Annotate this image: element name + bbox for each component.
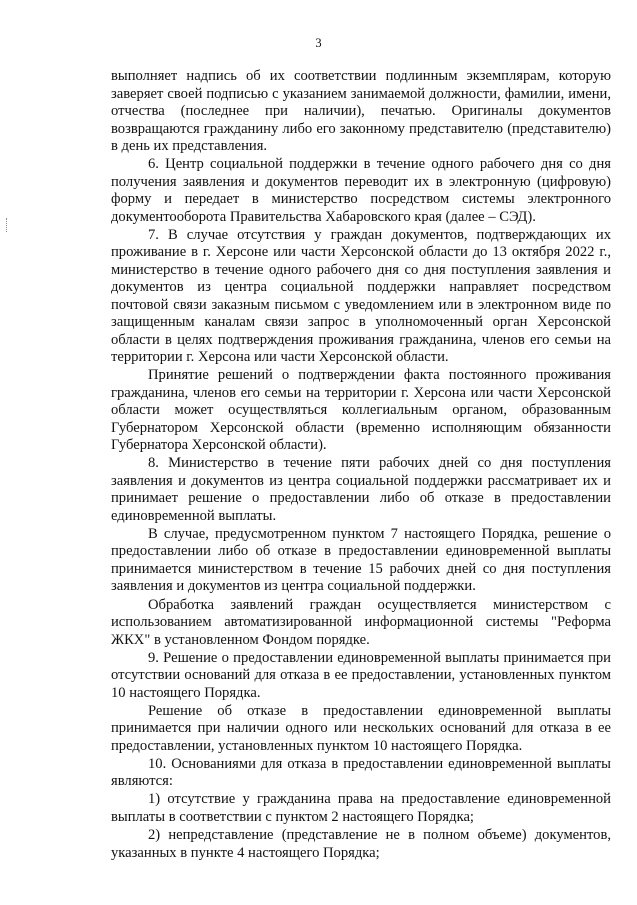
paragraph-item-6: 6. Центр социальной поддержки в течение одного рабочего дня со дня получения заявления и документов переводит их в электронную (цифровую) форму и передает в министерство посредством системы электронного документооборота Правительства Хабаровского края (далее – СЭД). xyxy=(111,156,611,225)
paragraph-item-10-1: 1) отсутствие у гражданина права на предоставление единовременной выплаты в соответствии с пунктом 2 настоящего Порядка; xyxy=(111,791,611,825)
paragraph-continuation: выполняет надпись об их соответствии подлинным экземплярам, которую заверяет своей подписью с указанием занимаемой должности, фамилии, имени, отчества (последнее при наличии), печатью. Оригиналы документов возвращаются гражданину либо его законному представителю (представителю) в день их представления. xyxy=(111,68,611,154)
paragraph-item-9-refusal: Решение об отказе в предоставлении единовременной выплаты принимается при наличии одного или нескольких оснований для отказа в ее предоставлении, установленных пунктом 10 настоящего Порядка. xyxy=(111,702,611,754)
paragraph-item-8-processing: Обработка заявлений граждан осуществляется министерством с использованием автоматизированной информационной системы "Реформа ЖКХ" в установленном Фондом порядке. xyxy=(111,596,611,648)
paragraph-item-7-note: Принятие решений о подтверждении факта постоянного проживания гражданина, членов его семьи на территории г. Херсона или части Херсонской области может осуществляться коллегиальным органом, образованным Губернатором Херсонской области (временно исполняющим обязанности Губернатора Херсонской области). xyxy=(111,367,611,454)
margin-mark xyxy=(6,218,9,232)
paragraph-item-9: 9. Решение о предоставлении единовременной выплаты принимается при отсутствии оснований для отказа в ее предоставлении, установленных пунктом 10 настоящего Порядка. xyxy=(111,649,611,701)
page-number: 3 xyxy=(315,36,322,50)
document-body xyxy=(111,68,611,862)
paragraph-item-8-case: В случае, предусмотренном пунктом 7 настоящего Порядка, решение о предоставлении либо об отказе в предоставлении единовременной выплаты принимается министерством в течение 15 рабочих дней со дня поступления заявления и документов из центра социальной поддержки. xyxy=(111,525,611,595)
paragraph-item-10-2: 2) непредставление (представление не в полном объеме) документов, указанных в пункте 4 настоящего Порядка; xyxy=(111,827,611,861)
paragraph-item-8: 8. Министерство в течение пяти рабочих дней со дня поступления заявления и документов из центра социальной поддержки рассматривает их и принимает решение о предоставлении либо об отказе в предоставлении единовременной выплаты. xyxy=(111,455,611,524)
paragraph-item-7: 7. В случае отсутствия у граждан документов, подтверждающих их проживание в г. Херсоне или части Херсонской области до 13 октября 2022 г., министерство в течение одного рабочего дня со дня поступления заявления и документов из центра социальной поддержки направляет посредством почтовой связи заказным письмом с уведомлением или в электронном виде по защищенным каналам связи запрос в уполномоченный орган Херсонской области в целях подтверждения проживания гражданина, членов его семьи на территории г. Херсона или части Херсонской области. xyxy=(111,226,611,366)
paragraph-item-10: 10. Основаниями для отказа в предоставлении единовременной выплаты являются: xyxy=(111,755,611,790)
